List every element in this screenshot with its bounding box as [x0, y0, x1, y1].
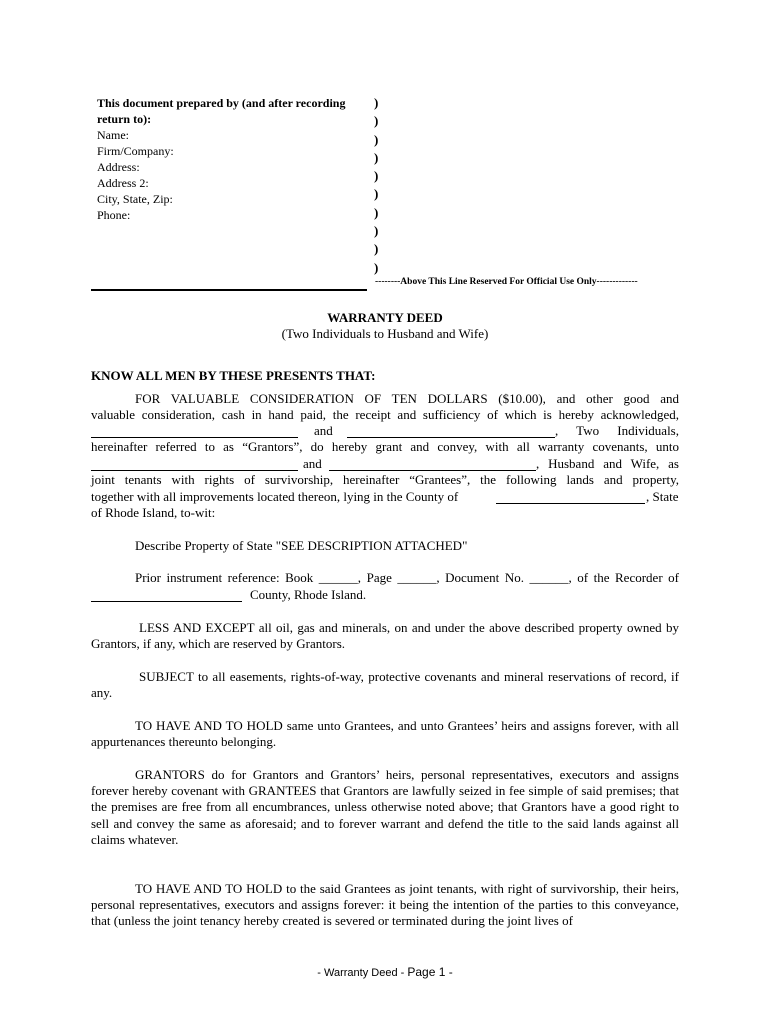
return-to-heading: return to): [97, 112, 152, 126]
know-all-heading: KNOW ALL MEN BY THESE PRESENTS THAT: [91, 368, 376, 383]
parenthesis-column [374, 94, 384, 277]
prior-instrument-line-2: County, Rhode Island. [250, 587, 367, 602]
consideration-line-7: together with all improvements located thereon, lying in the County of [91, 489, 459, 504]
grantors-covenant-paragraph: GRANTORS do for Grantors and Grantors’ heirs, personal representatives, executors and assigns forever hereby covenant with GRANTEES that Grantors are lawfully seized in fee simple of said premises; that the premises are free from all encumbrances, unless otherwise noted above; that Grantors have a good right to sell and convey the same as aforesaid; and to forever warrant and defend the title to the said lands against all claims whatever. [91, 767, 679, 847]
prepared-by-heading: This document prepared by (and after recording [97, 96, 346, 110]
field-address: Address: [97, 160, 140, 174]
subject-to-paragraph: SUBJECT to all easements, rights-of-way, protective covenants and mineral reservations of record, if any. [91, 669, 679, 701]
joint-tenancy-paragraph: TO HAVE AND TO HOLD to the said Grantees as joint tenants, with right of survivorship, their heirs, personal representatives, executors and assigns forever: it being the intention of the parties to this conveyance, that (unless the joint tenancy hereby created is severed or terminated during the joint lives of [91, 881, 679, 929]
recording-divider-line [91, 289, 367, 291]
consideration-line-3-end: , Two Individuals, [555, 423, 679, 438]
consideration-line-7-end: , State [646, 489, 679, 504]
grantee-1-blank [91, 470, 298, 471]
paren: ) [374, 149, 379, 165]
grantor-1-blank [91, 437, 298, 438]
paren: ) [374, 131, 379, 147]
document-title: WARRANTY DEED [327, 310, 443, 325]
paren: ) [374, 95, 379, 110]
page-footer [0, 965, 770, 979]
footer-page-number: Page 1 - [407, 965, 453, 979]
grantee-2-blank [329, 470, 536, 471]
field-city-state-zip: City, State, Zip: [97, 192, 173, 206]
consideration-line-5-end: , Husband and Wife, as [536, 456, 679, 471]
consideration-line-2: valuable consideration, cash in hand paid, the receipt and sufficiency of which is hereby acknowledged, [91, 407, 679, 422]
prior-instrument-line-1: Prior instrument reference: Book ______, Page ______, Document No. ______, of the Recorder of [135, 570, 679, 585]
to-have-and-to-hold-paragraph: TO HAVE AND TO HOLD same unto Grantees, and unto Grantees’ heirs and assigns forever, with all appurtenances thereunto belonging. [91, 718, 679, 750]
less-and-except-paragraph: LESS AND EXCEPT all oil, gas and minerals, on and under the above described property owned by Grantors, if any, which are reserved by Grantors. [91, 620, 679, 652]
official-use-line: --------Above This Line Reserved For Official Use Only------------- [375, 277, 638, 287]
paren: ) [374, 241, 379, 257]
document-subtitle: (Two Individuals to Husband and Wife) [281, 326, 489, 341]
consideration-line-6: joint tenants with rights of survivorship, hereinafter “Grantees”, the following lands and property, [91, 472, 679, 487]
paren: ) [374, 186, 379, 202]
footer-document-name: - Warranty Deed - [317, 967, 408, 979]
county-blank [496, 503, 645, 504]
paren: ) [374, 204, 379, 220]
field-name: Name: [97, 128, 129, 142]
property-description: Describe Property of State "SEE DESCRIPTION ATTACHED" [135, 538, 468, 553]
field-address-2: Address 2: [97, 176, 149, 190]
field-phone: Phone: [97, 208, 131, 222]
consideration-line-1: FOR VALUABLE CONSIDERATION OF TEN DOLLARS ($10.00), and other good and [135, 391, 679, 406]
consideration-and-1: and [314, 423, 333, 438]
paren: ) [374, 168, 379, 184]
paren: ) [374, 259, 379, 275]
paren: ) [374, 223, 379, 239]
prepared-by-block [97, 95, 367, 223]
consideration-line-8: of Rhode Island, to-wit: [91, 505, 216, 520]
prior-county-blank [91, 601, 242, 602]
grantor-2-blank [347, 437, 555, 438]
consideration-and-2: and [303, 456, 322, 471]
field-firm-company: Firm/Company: [97, 144, 174, 158]
paren: ) [374, 113, 379, 129]
consideration-line-4: hereinafter referred to as “Grantors”, do hereby grant and convey, with all warranty covenants, unto [91, 439, 679, 454]
